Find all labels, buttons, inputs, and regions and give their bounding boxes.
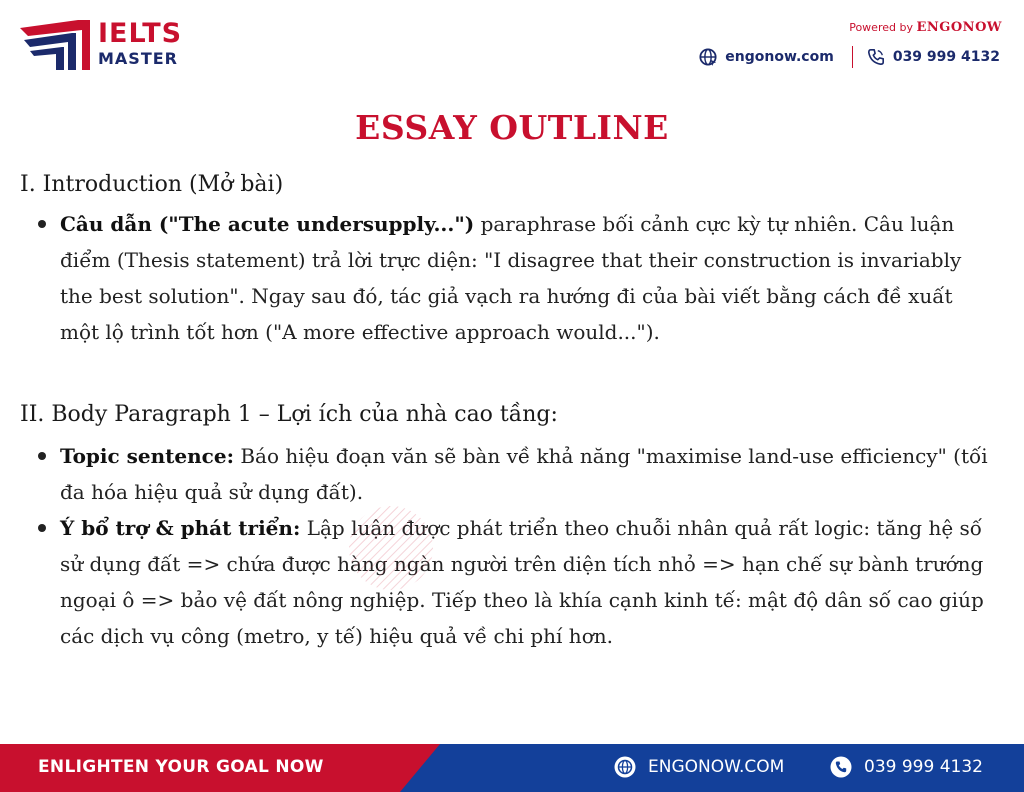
- bullet-dot: [38, 220, 46, 228]
- footer-phone[interactable]: [830, 756, 983, 778]
- globe-icon: [699, 48, 717, 66]
- logo-mark-icon: [20, 18, 96, 70]
- footer-phone-text: 039 999 4132: [864, 757, 983, 777]
- intro-bullet: [60, 206, 990, 350]
- ielts-master-logo[interactable]: [20, 18, 190, 70]
- globe-icon: [614, 756, 636, 778]
- header-divider: [852, 46, 853, 68]
- body1-bullet-topic-text: Báo hiệu đoạn văn sẽ bàn về khả năng "maximise land-use efficiency" (tối đa hóa hiệu quả sử dụng đất).: [60, 444, 988, 504]
- header-website-link[interactable]: engonow.com: [725, 49, 834, 65]
- footer-website[interactable]: [614, 756, 784, 778]
- powered-prefix: Powered by: [849, 21, 917, 34]
- page-header: [0, 0, 1024, 90]
- page-title: ESSAY OUTLINE: [355, 108, 669, 147]
- powered-brand: ENGONOW: [916, 20, 1002, 35]
- body1-bullet-support-bold: Ý bổ trợ & phát triển:: [60, 516, 301, 540]
- body1-bullet-topic-bold: Topic sentence:: [60, 444, 234, 468]
- intro-bullet-bold: Câu dẫn ("The acute undersupply..."): [60, 212, 475, 236]
- logo-master-text: MASTER: [98, 49, 178, 68]
- logo-ielts-text: IELTS: [98, 18, 183, 49]
- bullet-dot: [38, 524, 46, 532]
- header-phone-link[interactable]: 039 999 4132: [892, 49, 1000, 65]
- phone-icon: [830, 756, 852, 778]
- body1-bullet-support-text: Lập luận được phát triển theo chuỗi nhân quả rất logic: tăng hệ số sử dụng đất => chứa được hàng ngàn người trên diện tích nhỏ => hạn chế sự bành trướng ngoại ô => bảo vệ đất nông nghiệp. Tiếp theo là khía cạnh kinh tế: mật độ dân số cao giúp các dịch vụ công (metro, y tế) hiệu quả về chi phí hơn.: [60, 516, 984, 648]
- body1-heading: II. Body Paragraph 1 – Lợi ích của nhà cao tầng:: [20, 402, 558, 427]
- powered-by-label: [849, 20, 1002, 35]
- bullet-dot: [38, 452, 46, 460]
- watermark-icon: [348, 505, 434, 591]
- intro-heading: I. Introduction (Mở bài): [20, 172, 284, 197]
- body1-bullet-support: [60, 510, 990, 654]
- page-footer: [0, 744, 1024, 792]
- intro-bullet-text: paraphrase bối cảnh cực kỳ tự nhiên. Câu luận điểm (Thesis statement) trả lời trực diện: "I disagree that their construction is invariably the best solution". Ngay sau đó, tác giả vạch ra hướng đi của bài viết bằng cách đề xuất một lộ trình tốt hơn ("A more effective approach would...").: [60, 212, 962, 344]
- phone-icon: [867, 48, 885, 66]
- body1-bullet-topic: [60, 438, 990, 510]
- footer-slogan: ENLIGHTEN YOUR GOAL NOW: [38, 757, 324, 777]
- header-contact: [699, 46, 1000, 68]
- footer-website-text: ENGONOW.COM: [648, 757, 785, 777]
